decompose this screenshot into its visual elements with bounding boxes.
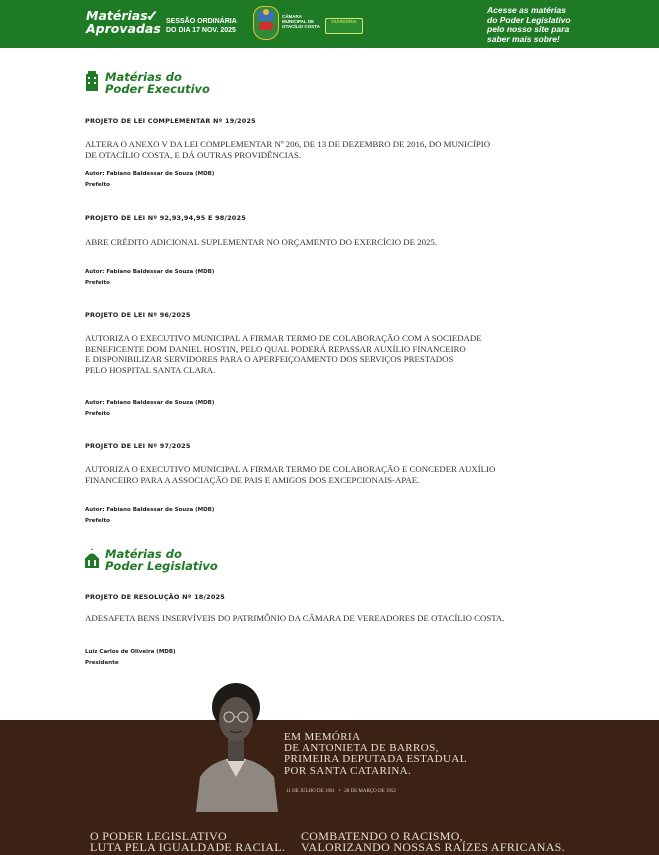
building-icon — [85, 71, 99, 91]
bullet-separator: • — [336, 789, 343, 794]
bill-title: PROJETO DE RESOLUÇÃO Nº 18/2025 — [85, 593, 225, 601]
bill-title: PROJETO DE LEI Nº 96/2025 — [85, 311, 191, 319]
header-title-line2: Aprovadas — [86, 21, 161, 36]
author-name: Luiz Carlos de Oliveira (MDB) — [85, 649, 176, 655]
cta-line3: pelo nosso site para — [487, 24, 570, 34]
bill-description: ABRE CRÉDITO ADICIONAL SUPLEMENTAR NO ORÇAMENTO DO EXERCÍCIO DE 2025. — [85, 237, 437, 247]
memoria-line3: PRIMEIRA DEPUTADA ESTADUAL — [284, 753, 467, 766]
slogan-left-line2: LUTA PELA IGUALDADE RACIAL. — [90, 840, 286, 854]
capitol-dome-icon — [85, 548, 99, 568]
session-line1: SESSÃO ORDINÁRIA — [166, 18, 237, 25]
author-role: Prefeito — [85, 280, 110, 286]
author-role: Prefeito — [85, 182, 110, 188]
section-title-line1: Matérias do — [105, 547, 182, 561]
bill-title: PROJETO DE LEI COMPLEMENTAR Nº 19/2025 — [85, 117, 256, 125]
bill-description: AUTORIZA O EXECUTIVO MUNICIPAL A FIRMAR TERMO DE COLABORAÇÃO COM A SOCIEDADE BENEFICENTE DOM DANIEL HOSTIN, PELO QUAL PODERÁ REPASSAR AUXÍLIO FINANCEIRO E DISPONIBILIZAR SERVIDORES PARA O APERFEIÇOAMENTO DOS SERVIÇOS PRESTADOS PELO HOSPITAL SANTA CLARA. — [85, 333, 482, 375]
life-dates — [286, 789, 396, 794]
bill-title: PROJETO DE LEI Nº 97/2025 — [85, 442, 191, 450]
slogan-right-line2: VALORIZANDO NOSSAS RAÍZES AFRICANAS. — [301, 840, 565, 854]
cta-line2: do Poder Legislativo — [487, 14, 571, 25]
author-name: Autor: Fabiano Baldessar de Souza (MDB) — [85, 269, 215, 275]
memoria-line2: DE ANTONIETA DE BARROS, — [284, 742, 439, 755]
cta-line4: saber mais sobre! — [487, 33, 560, 44]
slogan-right — [301, 831, 565, 853]
bill-description: ALTERA O ANEXO V DA LEI COMPLEMENTAR Nº 206, DE 13 DE DEZEMBRO DE 2016, DO MUNICÍPIO DE OTACÍLIO COSTA, E DÁ OUTRAS PROVIDÊNCIAS. — [85, 139, 491, 160]
slogan-left-line1: O PODER LEGISLATIVO — [90, 829, 228, 843]
author-name: Autor: Fabiano Baldessar de Souza (MDB) — [85, 507, 215, 513]
bill-author — [85, 169, 214, 191]
slogan-left — [90, 831, 285, 853]
memoria-line4: POR SANTA CATARINA. — [284, 764, 412, 777]
author-role: Prefeito — [85, 411, 110, 417]
section-title — [105, 72, 210, 95]
author-name: Autor: Fabiano Baldessar de Souza (MDB) — [85, 400, 215, 406]
bill-title: PROJETO DE LEI Nº 92,93,94,95 E 98/2025 — [85, 214, 246, 222]
municipal-crest-icon — [253, 6, 279, 40]
bill-description: ADESAFETA BENS INSERVÍVEIS DO PATRIMÔNIO DA CÂMARA DE VEREADORES DE OTACÍLIO COSTA. — [85, 613, 505, 623]
camara-logo-text: CÂMARA MUNICIPAL DE OTACÍLIO COSTA — [282, 14, 320, 29]
bill-author — [85, 647, 176, 669]
author-role: Prefeito — [85, 518, 110, 524]
checkmark-icon: ✓ — [146, 8, 159, 25]
header-banner — [0, 0, 659, 48]
memorial-text — [284, 732, 467, 777]
bill-author — [85, 505, 214, 527]
memoria-line1: EM MEMÓRIA — [284, 731, 361, 743]
site-cta-text[interactable] — [487, 6, 597, 44]
section-title-line1: Matérias do — [105, 70, 182, 84]
session-date — [166, 18, 237, 35]
section-title-line2: Poder Executivo — [105, 81, 210, 96]
author-name: Autor: Fabiano Baldessar de Souza (MDB) — [85, 171, 215, 177]
death-date: 28 DE MARÇO DE 1952 — [344, 789, 396, 794]
author-role: Presidente — [85, 660, 119, 666]
bill-author — [85, 398, 214, 420]
birth-date: 11 DE JULHO DE 1901 — [286, 789, 335, 794]
session-line2: DO DIA 17 NOV. 2025 — [166, 26, 236, 34]
slogan-right-line1: COMBATENDO O RACISMO, — [301, 829, 463, 843]
ouvidoria-badge[interactable]: OUVIDORIA — [325, 18, 363, 34]
bill-description: AUTORIZA O EXECUTIVO MUNICIPAL A FIRMAR TERMO DE COLABORAÇÃO E CONCEDER AUXÍLIO FINANCEIRO PARA A ASSOCIAÇÃO DE PAIS E AMIGOS DOS EXCEPCIONAIS-APAE. — [85, 464, 496, 485]
header-title-line1: Matérias — [86, 8, 148, 23]
portrait-image — [190, 677, 282, 812]
bill-author — [85, 267, 214, 289]
section-title-line2: Poder Legislativo — [105, 558, 218, 573]
cta-line1: Acesse as matérias — [487, 5, 566, 15]
section-title — [105, 549, 218, 572]
